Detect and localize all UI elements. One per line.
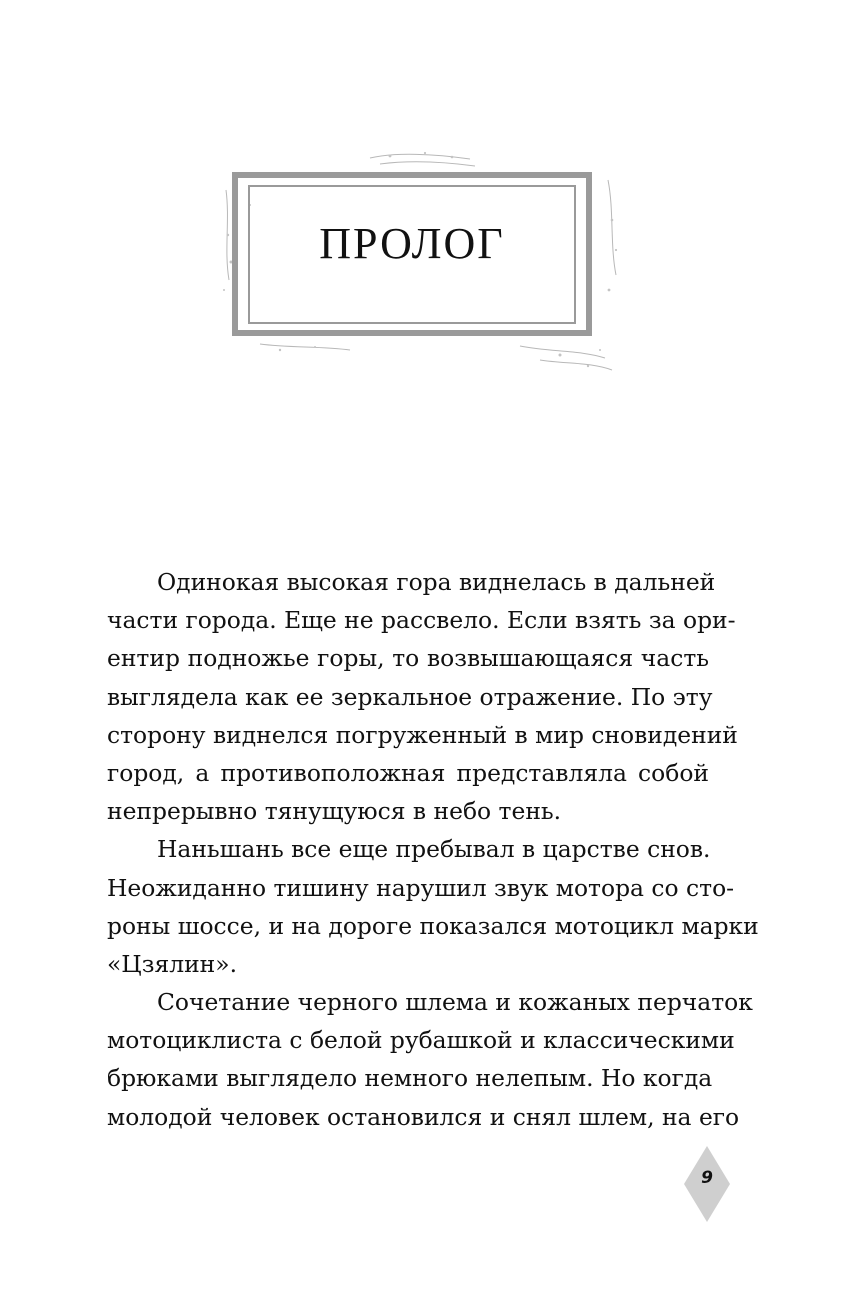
page-number: 9 [701,1168,713,1188]
text-line: Сочетание черного шлема и кожаных перчаток [157,988,753,1017]
text-line: город, а противоположная представляла собой [107,758,709,787]
chapter-title: ПРОЛОГ [319,219,505,268]
body-text [107,563,759,1136]
text-line: Наньшань все еще пребывал в царстве снов. [157,835,711,864]
text-line: брюками выглядело немного нелепым. Но когда [107,1064,713,1093]
text-line: непрерывно тянущуюся в небо тень. [107,797,562,826]
text-line: части города. Еще не рассвело. Если взять за ори- [107,606,736,635]
text-line: сторону виднелся погруженный в мир сновидений [107,720,738,749]
text-line: Одинокая высокая гора виднелась в дальней [157,568,716,596]
text-line: Неожиданно тишину нарушил звук мотора со сто- [107,873,735,902]
text-line: молодой человек остановился и снял шлем, на его [107,1102,740,1131]
text-line: мотоциклиста с белой рубашкой и классическими [107,1026,735,1055]
text-line: роны шоссе, и на дороге показался мотоцикл марки [107,911,759,940]
text-line: ентир подножье горы, то возвышающаяся часть [107,644,709,673]
text-line: выглядела как ее зеркальное отражение. По эту [107,682,713,711]
text-line: «Цзялин». [107,949,238,978]
